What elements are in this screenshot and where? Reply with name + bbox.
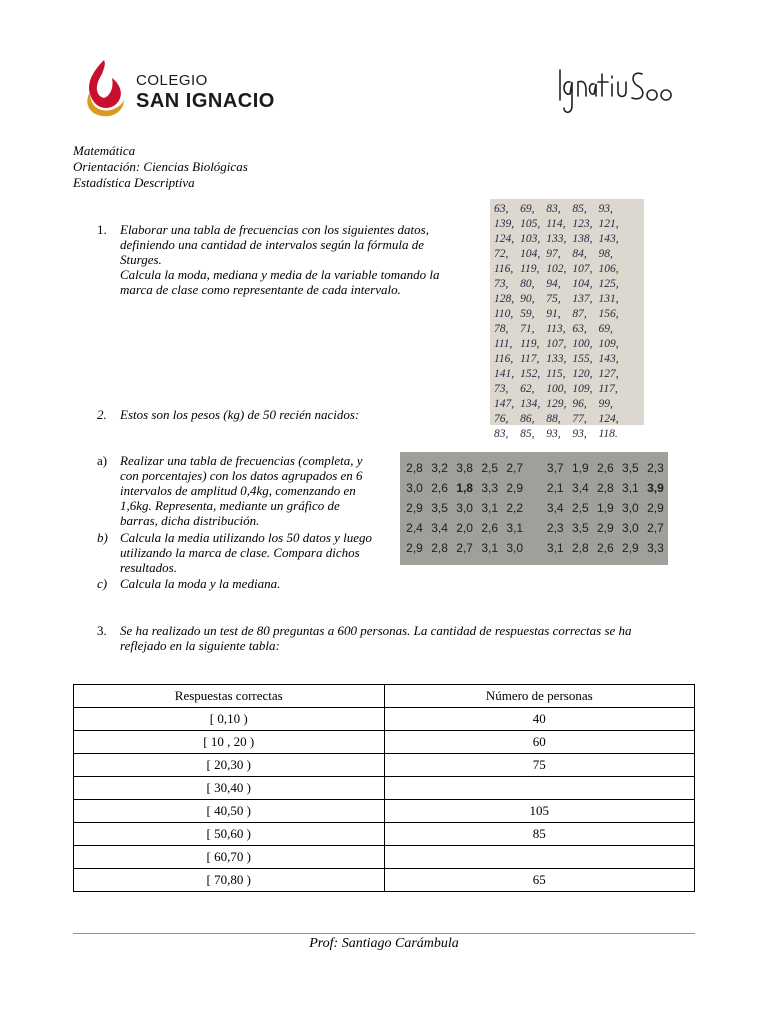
exercise-3-number: 3. — [97, 623, 107, 638]
data-value: 141, — [494, 368, 515, 380]
data-row — [491, 412, 622, 427]
table-row — [74, 823, 695, 846]
data-value: 69, — [520, 203, 535, 215]
exercise-2a-line: intervalos de amplitud 0,4kg, comenzando en — [120, 483, 356, 498]
weight-value: 3,3 — [481, 481, 498, 495]
topic-label: Estadística Descriptiva — [73, 175, 195, 190]
data-value: 120, — [572, 368, 593, 380]
interval-cell: [ 0,10 ) — [74, 708, 385, 731]
table-row — [74, 754, 695, 777]
data-row — [491, 337, 622, 352]
weight-value: 1,9 — [571, 461, 589, 475]
weights-row — [402, 498, 668, 518]
data-value: 80, — [520, 278, 535, 290]
data-row — [491, 262, 622, 277]
interval-cell: [ 30,40 ) — [74, 777, 385, 800]
data-value: 119, — [520, 263, 540, 275]
exercise-2b-line: resultados. — [120, 560, 177, 575]
weight-value: 2,9 — [596, 521, 614, 535]
group-gap — [527, 478, 542, 498]
weight-value: 3,4 — [431, 521, 448, 535]
weight-value: 3,1 — [481, 541, 498, 555]
data-value: 77, — [572, 413, 587, 425]
interval-cell: [ 40,50 ) — [74, 800, 385, 823]
weight-value: 1,8 — [456, 481, 473, 495]
table-row — [74, 777, 695, 800]
weight-value: 3,5 — [571, 521, 589, 535]
weight-value: 3,4 — [571, 481, 589, 495]
data-value: 124, — [494, 233, 515, 245]
weight-value: 2,9 — [406, 501, 423, 515]
data-value: 85, — [520, 428, 535, 440]
people-cell: 60 — [384, 731, 695, 754]
weight-value: 2,7 — [647, 521, 664, 535]
weights-row — [402, 518, 668, 538]
data-value: 109, — [598, 338, 619, 350]
data-value: 123, — [572, 218, 593, 230]
data-value: 116, — [494, 263, 514, 275]
orientation-label: Orientación: Ciencias Biológicas — [73, 159, 248, 174]
exercise-1-number: 1. — [97, 222, 107, 237]
data-value: 110, — [494, 308, 514, 320]
data-value: 133, — [546, 353, 567, 365]
data-value: 63, — [572, 323, 587, 335]
weights-row — [402, 538, 668, 558]
data-value: 78, — [494, 323, 509, 335]
data-value: 83, — [494, 428, 509, 440]
data-value: 115, — [546, 368, 566, 380]
weight-value: 1,9 — [596, 501, 614, 515]
exercise-3-text — [120, 623, 700, 653]
data-value: 143, — [598, 353, 619, 365]
weight-value: 2,5 — [571, 501, 589, 515]
weight-value: 3,8 — [456, 461, 473, 475]
data-row — [491, 427, 622, 442]
weight-value: 3,5 — [431, 501, 448, 515]
table-row — [74, 869, 695, 892]
data-row — [491, 352, 622, 367]
weight-value: 2,9 — [647, 501, 664, 515]
people-cell: 65 — [384, 869, 695, 892]
data-value: 143, — [598, 233, 619, 245]
exercise-1-line: definiendo una cantidad de intervalos según la fórmula de — [120, 237, 425, 252]
data-value: 121, — [598, 218, 619, 230]
data-value: 69, — [598, 323, 613, 335]
data-value: 109, — [572, 383, 593, 395]
group-gap — [527, 458, 542, 478]
data-row — [491, 307, 622, 322]
table-header-row — [74, 685, 695, 708]
weight-value: 3,0 — [622, 521, 639, 535]
data-value: 102, — [546, 263, 567, 275]
footer-author: Prof: Santiago Carámbula — [309, 936, 459, 951]
data-value: 138, — [572, 233, 593, 245]
exercise-2a-line: barras, dicha distribución. — [120, 513, 260, 528]
exercise-1-line: Elaborar una tabla de frecuencias con los siguientes datos, — [120, 222, 429, 237]
data-row — [491, 277, 622, 292]
data-value: 117, — [520, 353, 540, 365]
weight-value: 2,6 — [596, 461, 614, 475]
exercise-2-text: Estos son los pesos (kg) de 50 recién nacidos: — [120, 407, 360, 422]
frequency-table — [73, 684, 695, 892]
exercise-2b-text — [120, 530, 400, 575]
table-row — [74, 846, 695, 869]
exercise-3-line: Se ha realizado un test de 80 preguntas a 600 personas. La cantidad de respuestas correctas se ha — [120, 623, 632, 638]
group-gap — [527, 518, 542, 538]
weight-value: 3,7 — [546, 461, 564, 475]
interval-cell: [ 20,30 ) — [74, 754, 385, 777]
exercise-1-line: Calcula la moda, mediana y media de la variable tomando la — [120, 267, 440, 282]
data-value: 75, — [546, 293, 561, 305]
data-row — [491, 202, 622, 217]
weights-row — [402, 478, 668, 498]
exercise-1-line: Sturges. — [120, 252, 162, 267]
weight-value: 3,3 — [647, 541, 664, 555]
exercise-2c-text: Calcula la moda y la mediana. — [120, 576, 281, 591]
exercise-2a-line: 1,6kg. Representa, mediante un gráfico de — [120, 498, 340, 513]
exercise-2a-line: Realizar una tabla de frecuencias (completa, y — [120, 453, 363, 468]
data-row — [491, 322, 622, 337]
weight-value: 2,9 — [406, 541, 423, 555]
data-value: 104, — [520, 248, 541, 260]
column-header: Número de personas — [384, 685, 695, 708]
weight-value: 3,0 — [506, 541, 524, 555]
data-value: 155, — [572, 353, 593, 365]
data-value: 84, — [572, 248, 587, 260]
data-value: 128, — [494, 293, 515, 305]
exercise-1-line: marca de clase como representante de cada intervalo. — [120, 282, 401, 297]
weight-value: 2,0 — [456, 521, 473, 535]
footer-divider — [73, 933, 695, 934]
weight-value: 3,1 — [546, 541, 564, 555]
data-value: 104, — [572, 278, 593, 290]
weight-value: 2,9 — [506, 481, 524, 495]
data-value: 152, — [520, 368, 541, 380]
data-value: 127, — [598, 368, 619, 380]
data-value: 134, — [520, 398, 541, 410]
people-cell: 40 — [384, 708, 695, 731]
weight-value: 2,5 — [481, 461, 498, 475]
data-value: 99, — [598, 398, 613, 410]
data-value: 93, — [572, 428, 587, 440]
table-row — [74, 731, 695, 754]
table-row — [74, 800, 695, 823]
data-value: 103, — [520, 233, 541, 245]
weight-value: 2,8 — [406, 461, 423, 475]
interval-cell: [ 60,70 ) — [74, 846, 385, 869]
data-value: 107, — [572, 263, 593, 275]
data-row — [491, 292, 622, 307]
exercise-2-weights-image — [400, 452, 668, 565]
weight-value: 3,0 — [406, 481, 423, 495]
logo-school-label: COLEGIO — [136, 72, 208, 89]
data-value: 105, — [520, 218, 541, 230]
weight-value: 3,1 — [622, 481, 639, 495]
data-value: 76, — [494, 413, 509, 425]
table-row — [74, 708, 695, 731]
data-value: 124, — [598, 413, 619, 425]
data-value: 94, — [546, 278, 561, 290]
weight-value: 3,1 — [506, 521, 524, 535]
weight-value: 2,3 — [647, 461, 664, 475]
data-value: 71, — [520, 323, 535, 335]
interval-cell: [ 70,80 ) — [74, 869, 385, 892]
data-value: 147, — [494, 398, 515, 410]
interval-cell: [ 10 , 20 ) — [74, 731, 385, 754]
exercise-2b-marker: b) — [97, 530, 108, 545]
data-value: 88, — [546, 413, 561, 425]
document-header — [73, 143, 248, 191]
data-value: 93, — [546, 428, 561, 440]
column-header: Respuestas correctas — [74, 685, 385, 708]
data-row — [491, 367, 622, 382]
data-value: 93, — [598, 203, 613, 215]
weight-value: 3,0 — [456, 501, 473, 515]
exercise-2b-line: utilizando la marca de clase. Compara dichos — [120, 545, 360, 560]
data-row — [491, 217, 622, 232]
exercise-1-data-image — [490, 199, 644, 440]
weight-value: 3,2 — [431, 461, 448, 475]
data-value: 63, — [494, 203, 509, 215]
data-value: 90, — [520, 293, 535, 305]
group-gap — [527, 538, 542, 558]
weight-value: 2,7 — [506, 461, 524, 475]
data-value: 100, — [546, 383, 567, 395]
interval-cell: [ 50,60 ) — [74, 823, 385, 846]
weight-value: 2,4 — [406, 521, 423, 535]
data-value: 116, — [494, 353, 514, 365]
exercise-2a-marker: a) — [97, 453, 108, 468]
logo-school-name: SAN IGNACIO — [136, 90, 275, 112]
data-value: 62, — [520, 383, 535, 395]
weight-value: 3,1 — [481, 501, 498, 515]
data-value: 98, — [598, 248, 613, 260]
weight-value: 3,9 — [647, 481, 664, 495]
exercise-2a-text — [120, 453, 395, 528]
data-value: 114, — [546, 218, 566, 230]
data-value: 86, — [520, 413, 535, 425]
data-value: 139, — [494, 218, 515, 230]
data-value: 59, — [520, 308, 535, 320]
weight-value: 2,6 — [481, 521, 498, 535]
data-row — [491, 382, 622, 397]
subject-label: Matemática — [73, 143, 136, 158]
exercise-2b-line: Calcula la media utilizando los 50 datos y luego — [120, 530, 373, 545]
weight-value: 2,8 — [596, 481, 614, 495]
weight-value: 2,6 — [596, 541, 614, 555]
weight-value: 3,4 — [546, 501, 564, 515]
data-value: 73, — [494, 383, 509, 395]
data-value: 91, — [546, 308, 561, 320]
data-value: 73, — [494, 278, 509, 290]
weight-value: 2,7 — [456, 541, 473, 555]
data-row — [491, 232, 622, 247]
data-value: 125, — [598, 278, 619, 290]
weight-value: 2,9 — [622, 541, 639, 555]
weight-value: 2,2 — [506, 501, 524, 515]
weight-value: 3,0 — [622, 501, 639, 515]
exercise-3-line: reflejado en la siguiente tabla: — [120, 638, 280, 653]
data-row — [491, 247, 622, 262]
exercise-2a-line: con porcentajes) con los datos agrupados en 6 — [120, 468, 363, 483]
weight-value: 3,5 — [622, 461, 639, 475]
data-value: 111, — [494, 338, 513, 350]
data-value: 156, — [598, 308, 619, 320]
weight-value: 2,3 — [546, 521, 564, 535]
weight-value: 2,8 — [431, 541, 448, 555]
data-value: 85, — [572, 203, 587, 215]
data-row — [491, 397, 622, 412]
data-value: 119, — [520, 338, 540, 350]
data-value: 117, — [598, 383, 618, 395]
people-cell — [384, 846, 695, 869]
exercise-2c-marker: c) — [97, 576, 108, 591]
people-cell — [384, 777, 695, 800]
people-cell: 75 — [384, 754, 695, 777]
data-value: 106, — [598, 263, 619, 275]
people-cell: 105 — [384, 800, 695, 823]
exercise-2-number: 2. — [97, 407, 107, 422]
ignatius-brand-logo — [556, 60, 676, 116]
data-value: 97, — [546, 248, 561, 260]
weight-value: 2,8 — [571, 541, 589, 555]
weight-value: 2,1 — [546, 481, 564, 495]
data-value: 113, — [546, 323, 566, 335]
data-value: 83, — [546, 203, 561, 215]
group-gap — [527, 498, 542, 518]
exercise-1-text — [120, 222, 480, 297]
school-flame-logo-icon — [80, 58, 130, 120]
people-cell: 85 — [384, 823, 695, 846]
weight-value: 2,6 — [431, 481, 448, 495]
data-value: 137, — [572, 293, 593, 305]
data-value: 96, — [572, 398, 587, 410]
weights-row — [402, 458, 668, 478]
data-value: 107, — [546, 338, 567, 350]
data-value: 72, — [494, 248, 509, 260]
data-value: 129, — [546, 398, 567, 410]
data-value: 131, — [598, 293, 619, 305]
data-value: 100, — [572, 338, 593, 350]
data-value: 118. — [598, 428, 618, 440]
data-value: 133, — [546, 233, 567, 245]
data-value: 87, — [572, 308, 587, 320]
